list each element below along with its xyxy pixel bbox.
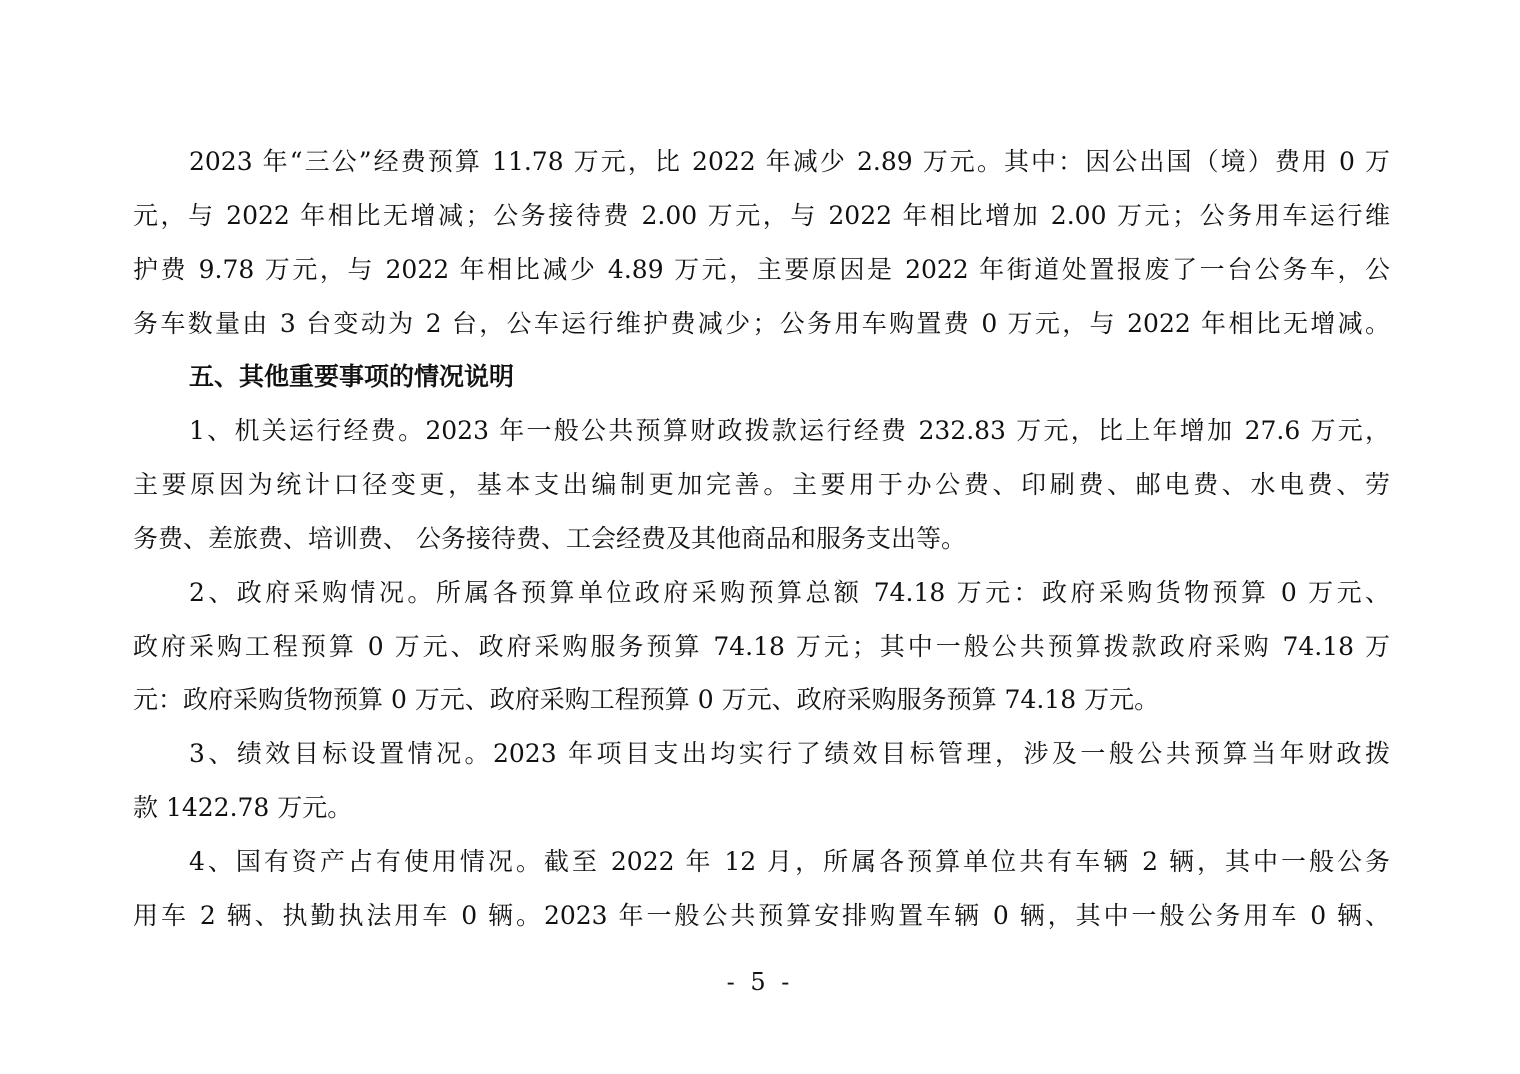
paragraph-line: 元，与 2022 年相比无增减；公务接待费 2.00 万元，与 2022 年相比增加 2.00 万元；公务用车运行维 — [133, 201, 1390, 230]
paragraph-line: 元：政府采购货物预算 0 万元、政府采购工程预算 0 万元、政府采购服务预算 74.18 万元。 — [133, 685, 1160, 714]
paragraph-line: 用车 2 辆、执勤执法用车 0 辆。2023 年一般公共预算安排购置车辆 0 辆，其中一般公务用车 0 辆、 — [133, 901, 1390, 930]
paragraph-line: 务车数量由 3 台变动为 2 台，公车运行维护费减少；公务用车购置费 0 万元，与 2022 年相比无增减。 — [133, 309, 1390, 338]
paragraph-line: 2023 年“三公”经费预算 11.78 万元，比 2022 年减少 2.89 万元。其中：因公出国（境）费用 0 万 — [189, 147, 1390, 176]
paragraph-line: 政府采购工程预算 0 万元、政府采购服务预算 74.18 万元；其中一般公共预算拨款政府采购 74.18 万 — [133, 632, 1390, 661]
paragraph-line: 主要原因为统计口径变更，基本支出编制更加完善。主要用于办公费、印刷费、邮电费、水电费、劳 — [133, 470, 1390, 499]
page-number: - 5 - — [726, 968, 794, 996]
paragraph-line: 3、绩效目标设置情况。2023 年项目支出均实行了绩效目标管理，涉及一般公共预算当年财政拨 — [189, 739, 1390, 768]
paragraph-line: 4、国有资产占有使用情况。截至 2022 年 12 月，所属各预算单位共有车辆 2 辆，其中一般公务 — [189, 847, 1390, 876]
section-heading: 五、其他重要事项的情况说明 — [189, 362, 515, 391]
paragraph-line: 1、机关运行经费。2023 年一般公共预算财政拨款运行经费 232.83 万元，比上年增加 27.6 万元， — [189, 416, 1390, 445]
paragraph-line: 2、政府采购情况。所属各预算单位政府采购预算总额 74.18 万元：政府采购货物预算 0 万元、 — [189, 578, 1390, 607]
paragraph-line: 务费、差旅费、培训费、 公务接待费、工会经费及其他商品和服务支出等。 — [133, 524, 966, 553]
paragraph-line: 款 1422.78 万元。 — [133, 793, 353, 822]
paragraph-line: 护费 9.78 万元，与 2022 年相比减少 4.89 万元，主要原因是 2022 年街道处置报废了一台公务车，公 — [133, 255, 1390, 284]
